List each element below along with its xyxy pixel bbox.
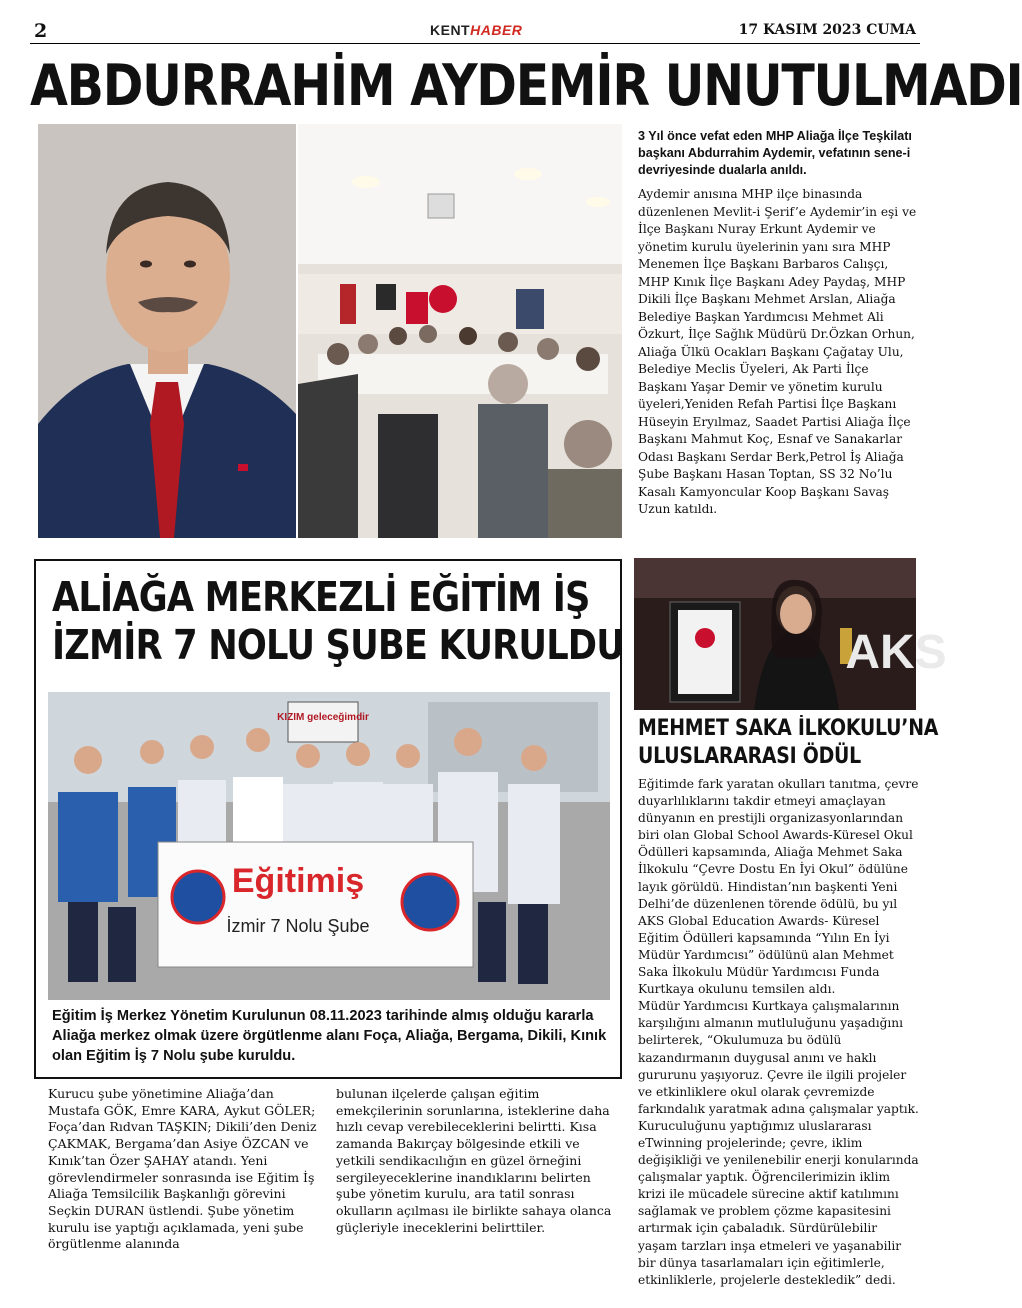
masthead-logo bbox=[430, 22, 522, 38]
photo-sign: KIZIM geleceğimdir bbox=[277, 712, 369, 723]
article2-column2: bulunan ilçelerde çalışan eğitim emekçilerinin sorunlarına, isteklerine daha hızlı cevap verebileceklerini belirtti. Kısa zamanda Bakırçay bölgesinde etkili ve yetkili sendikacılığın en güzel örneğini sergileyeceklerine inandıklarını belirten şube yönetim kurulu, ara tatil sonrası okulların açılması ile birlikte sahaya olanca güçleriyle ineceklerini belirttiler. bbox=[336, 1086, 612, 1235]
article2-lead: Eğitim İş Merkez Yönetim Kurulunun 08.11.2023 tarihinde almış olduğu kararla Aliağa merkez olmak üzere örgütlenme alanı Foça, Aliağa, Bergama, Dikili, Kınık olan Eğitim İş 7 Nolu şube kuruldu. bbox=[52, 1008, 607, 1064]
award-photo bbox=[634, 558, 947, 710]
masthead-kent: KENT bbox=[430, 22, 471, 38]
article1-body: Aydemir anısına MHP ilçe binasında düzenlenen Mevlit-i Şerif’e Aydemir’in eşi ve İlçe Başkanı Nuray Erkunt Aydemir ve yönetim kurulu üyelerinin yanı sıra MHP Menemen İlçe Başkanı Barbaros Calışçı, MHP Kınık İlçe Başkanı Adey Paydaş, MHP Dikili İlçe Başkanı Mehmet Arslan, Aliağa Belediye Başkan Yardımcısı Mehmet Ali Özkurt, İlçe Sağlık Müdürü Dr.Özkan Orhun, Aliağa Ülkü Ocakları Başkanı Çağatay Ulu, Belediye Meclis Üyeleri, Ak Parti İlçe Başkanı Yaşar Demir ve yönetim kurulu üyeleri,Yeniden Refah Partisi İlçe Başkanı Hüseyin Eryılmaz, Saadet Partisi Aliağa İlçe Başkanı Mahmut Koç, Esnaf ve Sanakarlar Odası Başkanı Serdar Berk,Petrol İş Aliağa Şube Başkanı Hasan Toptan, SS 32 No’lu Kasalı Kamyoncular Koop Başkanı Savaş Uzun katıldı. bbox=[638, 187, 917, 516]
photo-banner-sub: İzmir 7 Nolu Şube bbox=[226, 916, 370, 936]
article2-headline-line1: ALİAĞA MERKEZLİ EĞİTİM İŞ bbox=[52, 573, 590, 621]
photo-banner-text: Eğitimiş bbox=[231, 862, 365, 900]
meeting-illustration bbox=[298, 124, 622, 538]
page-header bbox=[30, 18, 920, 44]
award-photo-text: AKS bbox=[845, 626, 947, 679]
masthead-haber: HABER bbox=[470, 22, 523, 38]
union-group-photo bbox=[48, 692, 610, 1000]
article3-paragraph2: Müdür Yardımcısı Kurtkaya çalışmalarının karşılığını almanın mutluluğunu yaşadığını belirterek, “Okulumuza bu ödülü kazandırmanın duygusal anını ve haklı gururunu yaşıyoruz. Çevre ile ilgili projeler ve etkinliklere okul olarak çevremizde farkındalık yaratmak adına çalışmalar yaptık. Kuruculuğunu yaptığımız uluslararası eTwinning projelerinde; çevre, iklim değişikliği ve yenilenebilir enerji konularında çalışmalar yaptık. Öğrencilerimizin iklim krizi ile mücadele sürecine aktif katılımını sağlamak ve problem çözme kapasitesini artırmak için çabaladık. Sürdürülebilir yaşam tarzları inşa etmeleri ve yaşanabilir bir dünya tasarlamaları için eğitimlerle, etkinliklerle, projelerle destekledik” dedi. bbox=[638, 999, 919, 1287]
union-illustration bbox=[48, 692, 610, 1000]
meeting-photo bbox=[298, 124, 622, 538]
article2-headline-line2: İZMİR 7 NOLU ŞUBE KURULDU bbox=[52, 621, 624, 669]
article3-body bbox=[638, 776, 920, 1289]
article3-headline bbox=[638, 715, 939, 771]
page-number: 2 bbox=[34, 20, 48, 42]
union-emblem-right bbox=[402, 874, 458, 930]
article2-headline bbox=[52, 573, 624, 669]
award-illustration bbox=[634, 558, 947, 710]
article2-column1: Kurucu şube yönetimine Aliağa’dan Mustafa GÖK, Emre KARA, Aykut GÖLER; Foça’dan Rıdvan TAŞKIN; Dikili’den Deniz ÇAKMAK, Bergama’dan Asiye ÖZCAN ve Kınık’tan Özer ŞAHAY atandı. Yeni görevlendirmeler sonrasında ise Eğitim İş Aliağa Temsilcilik Başkanlığı görevini Seçkin DURAN üstlendi. Şube yönetim kurulu ise yaptığı açıklamada, yeni şube örgütlenme alanında bbox=[48, 1086, 317, 1252]
portrait-photo bbox=[38, 124, 296, 538]
issue-date: 17 KASIM 2023 CUMA bbox=[738, 22, 916, 38]
article3-headline-line2: ULUSLARARASI ÖDÜL bbox=[638, 744, 861, 769]
article3-headline-line1: MEHMET SAKA İLKOKULU’NA bbox=[638, 716, 939, 741]
portrait-illustration bbox=[38, 124, 296, 538]
union-emblem-left bbox=[172, 871, 224, 923]
article1-headline: ABDURRAHİM AYDEMİR UNUTULMADI bbox=[30, 53, 1022, 119]
article1-intro: 3 Yıl önce vefat eden MHP Aliağa İlçe Teşkilatı başkanı Abdurrahim Aydemir, vefatının sene-i devriyesinde dualarla anıldı. bbox=[638, 129, 912, 177]
article3-paragraph1: Eğitimde fark yaratan okulları tanıtma, çevre duyarlılıklarını takdir etmeyi amaçlayan dünyanın en prestijli organizasyonlarından biri olan Global School Awards-Küresel Okul Ödülleri kapsamında, Aliağa Mehmet Saka İlkokulu “Çevre Dostu En İyi Okul” ödülüne layık görüldü. Hindistan’nın başkenti Yeni Delhi’de düzenlenen törende ödülü, bu yıl AKS Global Education Awards- Küresel Eğitim Ödülleri kapsamında “Yılın En İyi Müdür Yardımcısı” ödülünü alan Mehmet Saka İlkokulu Müdür Yardımcısı Funda Kurtkaya okulunu temsilen aldı. bbox=[638, 777, 919, 997]
